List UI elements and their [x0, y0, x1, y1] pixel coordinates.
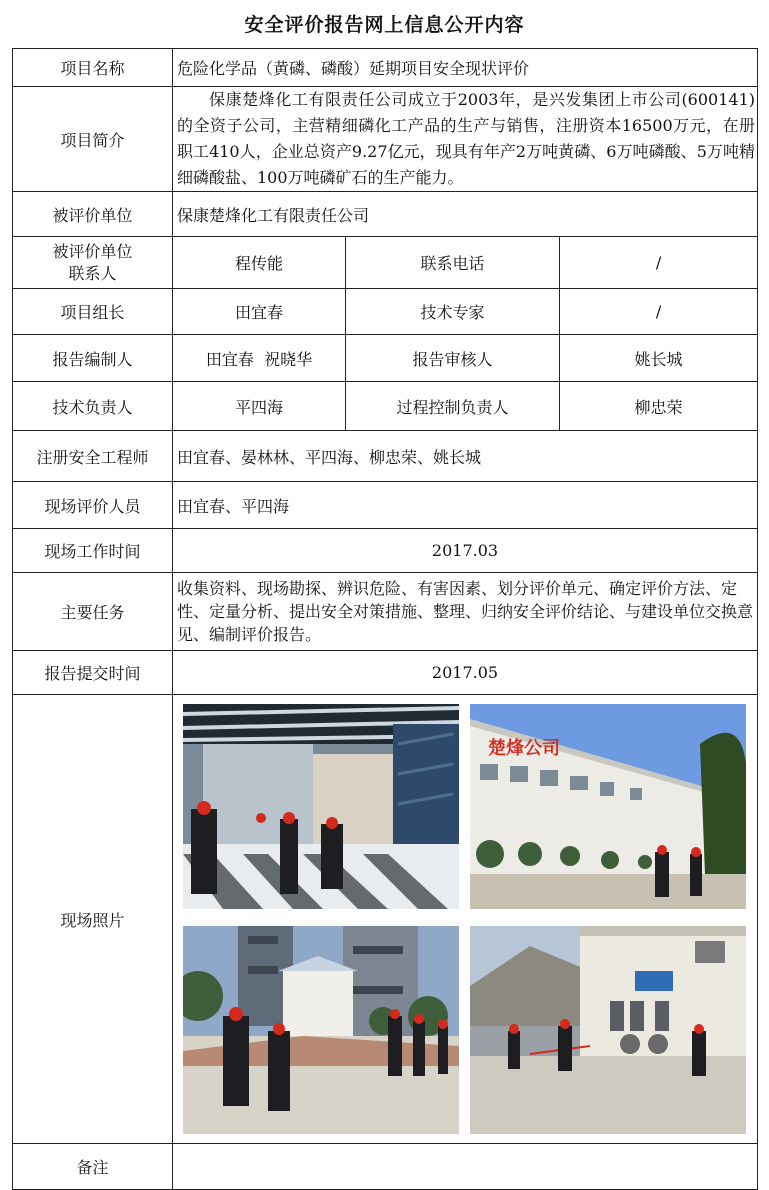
row-safety-engineers — [13, 431, 758, 482]
contact-label — [13, 237, 173, 289]
contact-label-line2: 联系人 — [68, 263, 117, 283]
project-name-value: 危险化学品（黄磷、磷酸）延期项目安全现状评价 — [173, 49, 758, 87]
project-intro-value: 保康楚烽化工有限责任公司成立于2003年，是兴发集团上市公司(600141)的全资子公司，主营精细磷化工产品的生产与销售，注册资本16500万元，在册职工410人，企业总资产9.27亿元，现具有年产2万吨黄磷、6万吨磷酸、5万吨精细磷酸盐、100万吨磷矿石的生产能力。 — [173, 87, 758, 192]
site-time-value: 2017.03 — [173, 529, 758, 573]
project-intro-label: 项目简介 — [13, 87, 173, 192]
site-photo-factory — [470, 704, 746, 909]
contact-value: 程传能 — [173, 237, 346, 289]
row-site-photos — [13, 695, 758, 1144]
site-photos-cell — [173, 695, 758, 1144]
site-photo-shed — [183, 704, 459, 909]
factory-sign-text: 楚烽公司 — [488, 738, 560, 759]
submit-time-value: 2017.05 — [173, 651, 758, 695]
main-tasks-label: 主要任务 — [13, 573, 173, 651]
site-time-label: 现场工作时间 — [13, 529, 173, 573]
team-leader-value: 田宜春 — [173, 289, 346, 335]
tech-lead-label: 技术负责人 — [13, 382, 173, 431]
report-author-label: 报告编制人 — [13, 335, 173, 382]
process-label: 过程控制负责人 — [346, 382, 560, 431]
page-title: 安全评价报告网上信息公开内容 — [244, 14, 525, 36]
row-remarks — [13, 1144, 758, 1190]
evaluated-unit-label: 被评价单位 — [13, 192, 173, 237]
row-contact — [13, 237, 758, 289]
row-site-evaluators — [13, 482, 758, 529]
site-evaluators-label: 现场评价人员 — [13, 482, 173, 529]
report-author-value: 田宜春 祝晓华 — [173, 335, 346, 382]
row-report-author — [13, 335, 758, 382]
row-project-name — [13, 49, 758, 87]
safety-engineers-value: 田宜春、晏林林、平四海、柳忠荣、姚长城 — [173, 431, 758, 482]
project-name-label: 项目名称 — [13, 49, 173, 87]
reviewer-value: 姚长城 — [560, 335, 758, 382]
phone-value: / — [560, 237, 758, 289]
row-tech-lead — [13, 382, 758, 431]
info-table — [12, 48, 758, 1190]
evaluated-unit-value: 保康楚烽化工有限责任公司 — [173, 192, 758, 237]
site-evaluators-value: 田宜春、平四海 — [173, 482, 758, 529]
row-team-leader — [13, 289, 758, 335]
remarks-label: 备注 — [13, 1144, 173, 1190]
site-photo-plant-yard — [470, 926, 746, 1134]
expert-label: 技术专家 — [346, 289, 560, 335]
team-leader-label: 项目组长 — [13, 289, 173, 335]
row-main-tasks — [13, 573, 758, 651]
row-site-time — [13, 529, 758, 573]
submit-time-label: 报告提交时间 — [13, 651, 173, 695]
phone-label: 联系电话 — [346, 237, 560, 289]
remarks-value — [173, 1144, 758, 1190]
site-photo-towers — [183, 926, 459, 1134]
row-submit-time — [13, 651, 758, 695]
process-value: 柳忠荣 — [560, 382, 758, 431]
contact-label-line1: 被评价单位 — [52, 241, 133, 261]
tech-lead-value: 平四海 — [173, 382, 346, 431]
reviewer-label: 报告审核人 — [346, 335, 560, 382]
site-photos-label: 现场照片 — [13, 695, 173, 1144]
safety-engineers-label: 注册安全工程师 — [13, 431, 173, 482]
row-evaluated-unit — [13, 192, 758, 237]
main-tasks-value: 收集资料、现场勘探、辨识危险、有害因素、划分评价单元、确定评价方法、定性、定量分析、提出安全对策措施、整理、归纳安全评价结论、与建设单位交换意见、编制评价报告。 — [173, 573, 758, 651]
expert-value: / — [560, 289, 758, 335]
row-project-intro — [13, 87, 758, 192]
